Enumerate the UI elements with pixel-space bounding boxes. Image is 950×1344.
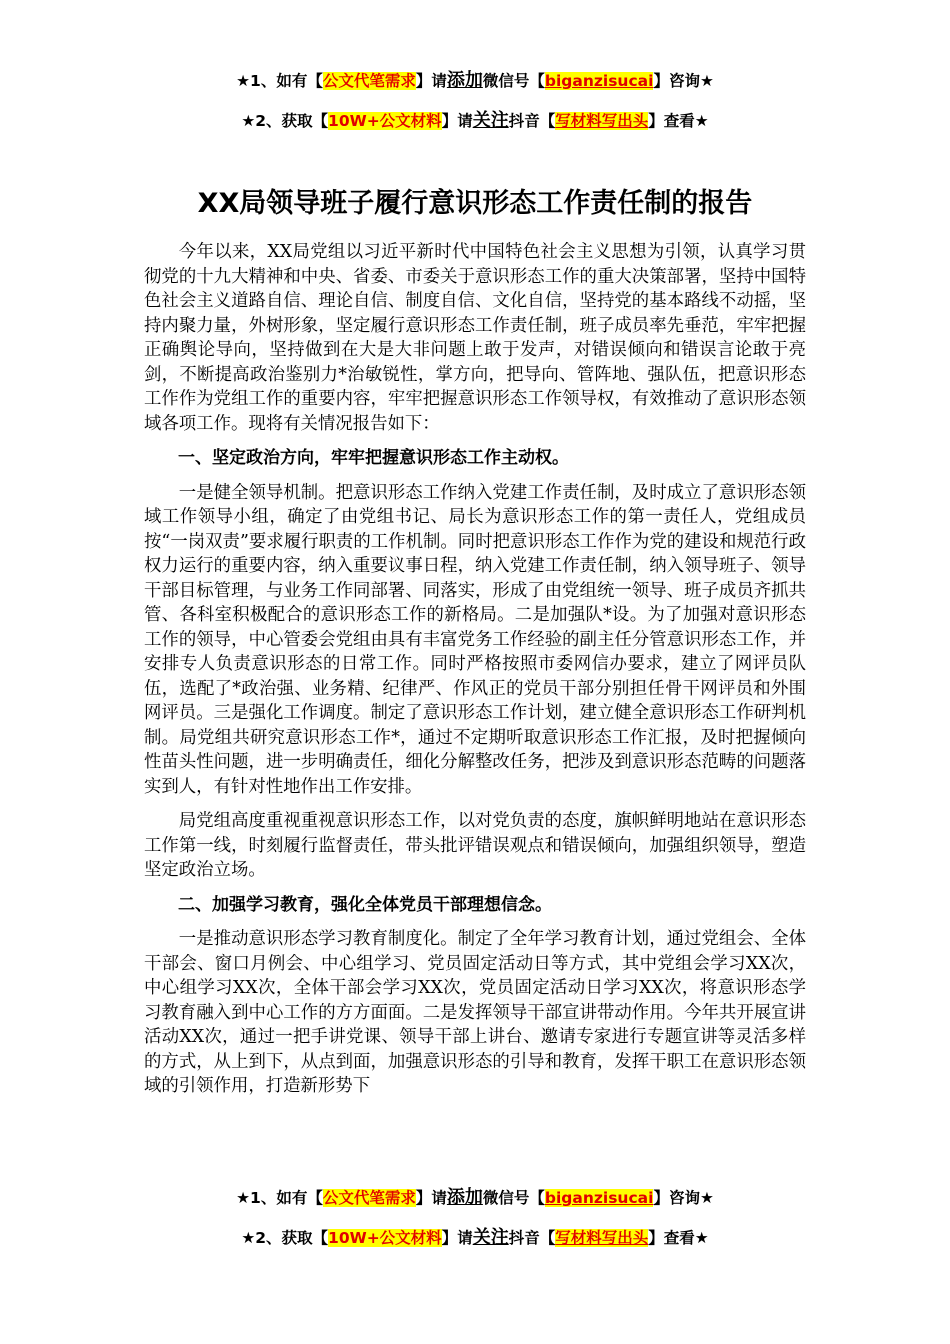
notice-douyin-id: 写材料写出头 (555, 112, 649, 130)
notice-prefix: ★2、获取【 (241, 1229, 329, 1247)
section-heading-1: 一、坚定政治方向，牢牢把握意识形态工作主动权。 (178, 448, 569, 468)
section1-paragraph-1: 一是健全领导机制。把意识形态工作纳入党建工作责任制，及时成立了意识形态领域工作领导小组，确定了由党组书记、局长为意识形态工作的第一责任人，党组成员按“一岗双责”要求履行职责的工作机制。同时把意识形态工作作为党的建设和规范行政权力运行的重要内容，纳入重要议事日程，纳入党建工作责任制，纳入领导班子、领导干部目标管理，与业务工作同部署、同落实，形成了由党组统一领导、班子成员齐抓共管、各科室积极配合的意识形态工作的新格局。二是加强队*设。为了加强对意识形态工作的领导，中心管委会党组由具有丰富党务工作经验的副主任分管意识形态工作，并安排专人负责意识形态的日常工作。同时严格按照市委网信办要求，建立了网评员队伍，选配了*政治强、业务精、纪律严、作风正的党员干部分别担任骨干网评员和外围网评员。三是强化工作调度。制定了意识形态工作计划，建立健全意识形态工作研判机制。局党组共研究意识形态工作*，通过不定期听取意识形态工作汇报，及时把握倾向性苗头性问题，进一步明确责任，细化分解整改任务，把涉及到意识形态范畴的问题落实到人，有针对性地作出工作安排。 (144, 482, 806, 797)
notice-highlight: 10W+公文材料 (328, 1229, 442, 1247)
notice-text: 抖音【 (508, 112, 556, 130)
notice-emphasis: 添加 (446, 70, 483, 91)
notice-emphasis: 关注 (472, 110, 509, 131)
notice-text: 微信号【 (482, 72, 545, 90)
notice-prefix: ★1、如有【 (236, 72, 323, 90)
intro-paragraph: 今年以来，XX局党组以习近平新时代中国特色社会主义思想为引领，认真学习贯彻党的十九大精神和中央、省委、市委关于意识形态工作的重大决策部署，坚持中国特色社会主义道路自信、理论自信、制度自信、文化自信，坚持党的基本路线不动摇，坚持内聚力量，外树形象，坚定履行意识形态工作责任制，班子成员率先垂范，牢牢把握正确舆论导向，坚持做到在大是大非问题上敢于发声，对错误倾向和错误言论敢于亮剑，不断提高政治鉴别力*治敏锐性，掌方向，把导向、管阵地、强队伍，把意识形态工作作为党组工作的重要内容，牢牢把握意识形态工作领导权，有效推动了意识形态领域各项工作。现将有关情况报告如下： (144, 242, 806, 434)
promo-notice-top-1 (0, 69, 950, 93)
notice-text: 】请 (415, 72, 447, 90)
notice-wechat-id: biganzisucai (544, 72, 654, 90)
notice-text: 】请 (415, 1189, 447, 1207)
notice-highlight: 10W+公文材料 (328, 112, 442, 130)
notice-prefix: ★1、如有【 (236, 1189, 323, 1207)
promo-notice-bottom-2 (0, 1226, 950, 1250)
notice-text: 抖音【 (508, 1229, 556, 1247)
notice-emphasis: 添加 (446, 1187, 483, 1208)
notice-text: 】请 (441, 112, 473, 130)
notice-text: 】请 (441, 1229, 473, 1247)
notice-suffix: 】咨询★ (653, 1189, 714, 1207)
section2-paragraph-1: 一是推动意识形态学习教育制度化。制定了全年学习教育计划，通过党组会、全体干部会、窗口月例会、中心组学习、党员固定活动日等方式，其中党组会学习XX次，中心组学习XX次，全体干部会学习XX次，党员固定活动日学习XX次，将意识形态学习教育融入到中心工作的方方面面。二是发挥领导干部宣讲带动作用。今年共开展宣讲活动XX次，通过一把手讲党课、领导干部上讲台、邀请专家进行专题宣讲等灵活多样的方式，从上到下，从点到面，加强意识形态的引导和教育，发挥干职工在意识形态领域的引领作用，打造新形势下 (144, 929, 806, 1096)
section1-paragraph-2: 局党组高度重视重视意识形态工作，以对党负责的态度，旗帜鲜明地站在意识形态工作第一线，时刻履行监督责任，带头批评错误观点和错误倾向，加强组织领导，塑造坚定政治立场。 (144, 811, 806, 880)
notice-suffix: 】查看★ (648, 112, 709, 130)
promo-notice-top-2 (0, 109, 950, 133)
notice-highlight: 公文代笔需求 (322, 1189, 416, 1207)
notice-wechat-id: biganzisucai (544, 1189, 654, 1207)
document-title: XX局领导班子履行意识形态工作责任制的报告 (197, 188, 753, 219)
document-body (144, 240, 806, 1109)
notice-highlight: 公文代笔需求 (322, 72, 416, 90)
notice-suffix: 】咨询★ (653, 72, 714, 90)
section-heading-2: 二、加强学习教育，强化全体党员干部理想信念。 (178, 894, 552, 915)
notice-emphasis: 关注 (472, 1227, 509, 1248)
notice-suffix: 】查看★ (648, 1229, 709, 1247)
promo-notice-bottom-1 (0, 1186, 950, 1210)
notice-text: 微信号【 (482, 1189, 545, 1207)
notice-douyin-id: 写材料写出头 (555, 1229, 649, 1247)
notice-prefix: ★2、获取【 (241, 112, 329, 130)
